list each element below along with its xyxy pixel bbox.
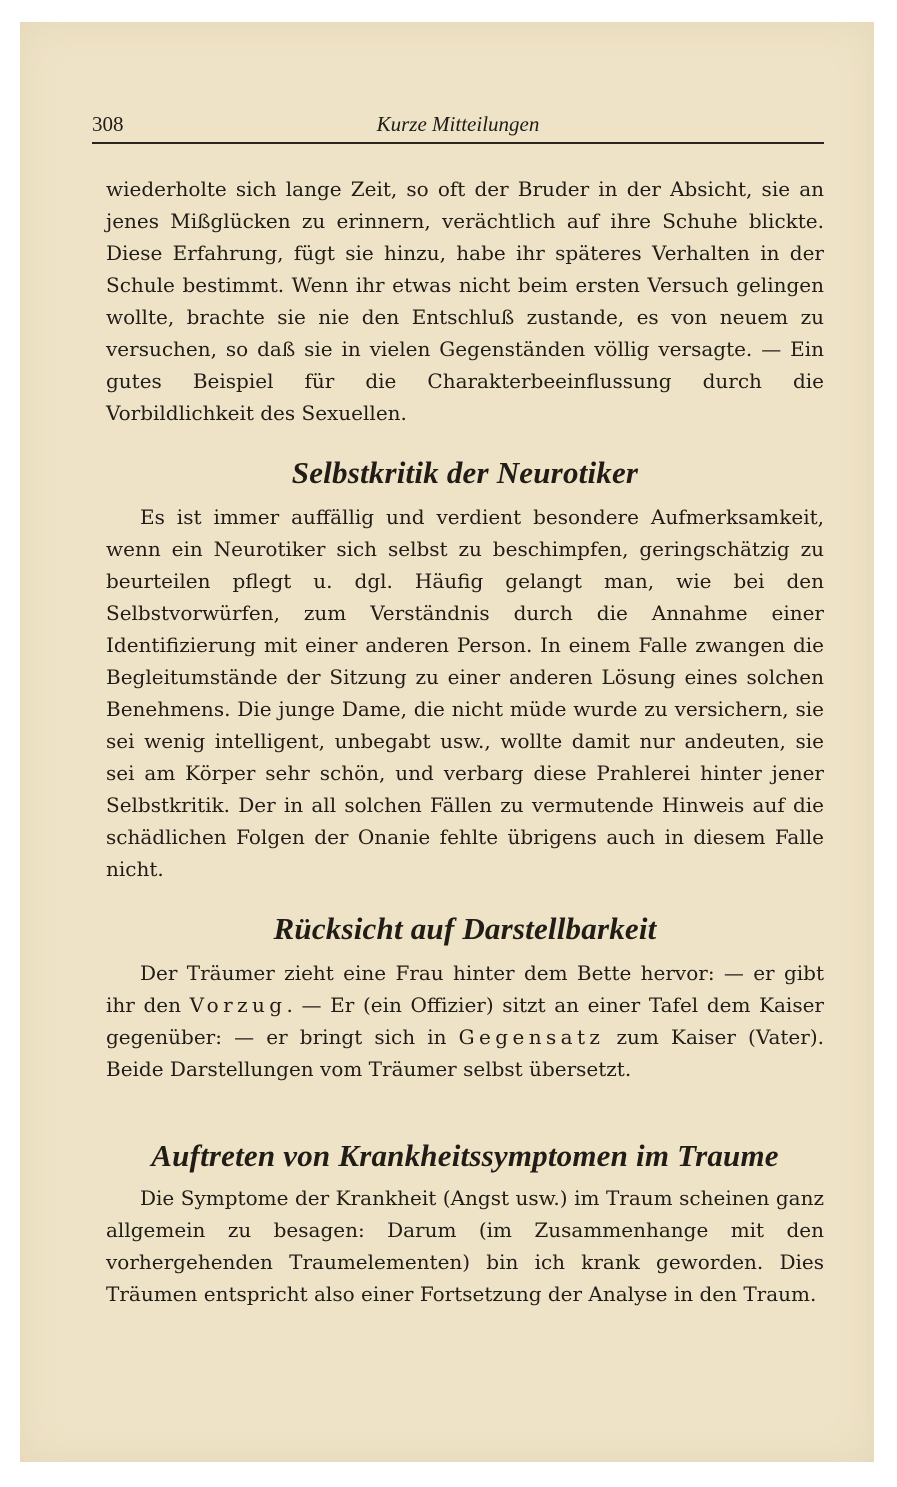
ruecksicht-text-part-3: zum Kaiser (Vater). Beide Darstellungen vom Träumer selbst übersetzt.	[106, 1025, 824, 1081]
emphasis-gegensatz: Gegensatz	[458, 1025, 605, 1049]
section-heading-selbstkritik: Selbstkritik der Neurotiker	[291, 455, 639, 490]
emphasis-vorzug: Vorzug	[189, 993, 287, 1017]
running-header	[92, 108, 824, 144]
section-paragraph-ruecksicht	[106, 957, 824, 1085]
ruecksicht-text-part-2: . — Er (ein Offizier) sitzt an einer Tafel dem Kaiser gegenüber: — er bringt sich in	[106, 993, 824, 1049]
section-paragraph-krankheitssymptome: Die Symptome der Krankheit (Angst usw.) im Traum scheinen ganz allgemein zu besagen: Darum (im Zusammenhange mit den vorhergehenden Traumelementen) bin ich krank geworden. Dies Träumen entspricht also einer Fortsetzung der Analyse in den Traum.	[106, 1186, 824, 1306]
continuation-paragraph: wiederholte sich lange Zeit, so oft der Bruder in der Absicht, sie an jenes Mißglücken zu erinnern, verächtlich auf ihre Schuhe blickte. Diese Erfahrung, fügt sie hinzu, habe ihr späteres Verhalten in der Schule bestimmt. Wenn ihr etwas nicht beim ersten Versuch gelingen wollte, brachte sie nie den Entschluß zustande, es von neuem zu versuchen, so daß sie in vielen Gegenständen völlig versagte. — Ein gutes Beispiel für die Charakterbeeinflussung durch die Vorbildlichkeit des Sexuellen.	[106, 177, 824, 425]
running-title: Kurze Mitteilungen	[376, 112, 540, 136]
section-heading-krankheitssymptome: Auftreten von Krankheitssymptomen im Traume	[151, 1138, 779, 1173]
section-heading-ruecksicht: Rücksicht auf Darstellbarkeit	[273, 911, 657, 946]
section-paragraph-selbstkritik: Es ist immer auffällig und verdient besondere Aufmerksamkeit, wenn ein Neurotiker sich selbst zu beschimpfen, geringschätzig zu beurteilen pflegt u. dgl. Häufig gelangt man, wie bei den Selbstvorwürfen, zum Verständnis durch die Annahme einer Identifizierung mit einer anderen Person. In einem Falle zwangen die Begleitumstände der Sitzung zu einer anderen Lösung eines solchen Benehmens. Die junge Dame, die nicht müde wurde zu versichern, sie sei wenig intelligent, unbegabt usw., wollte damit nur andeuten, sie sei am Körper sehr schön, und verbarg diese Prahlerei hinter jener Selbstkritik. Der in all solchen Fällen zu vermutende Hinweis auf die schädlichen Folgen der Onanie fehlte übrigens auch in diesem Falle nicht.	[106, 505, 824, 881]
page-number: 308	[92, 112, 124, 136]
ruecksicht-text-part-1: Der Träumer zieht eine Frau hinter dem Bette hervor: — er gibt ihr den	[106, 961, 824, 1017]
